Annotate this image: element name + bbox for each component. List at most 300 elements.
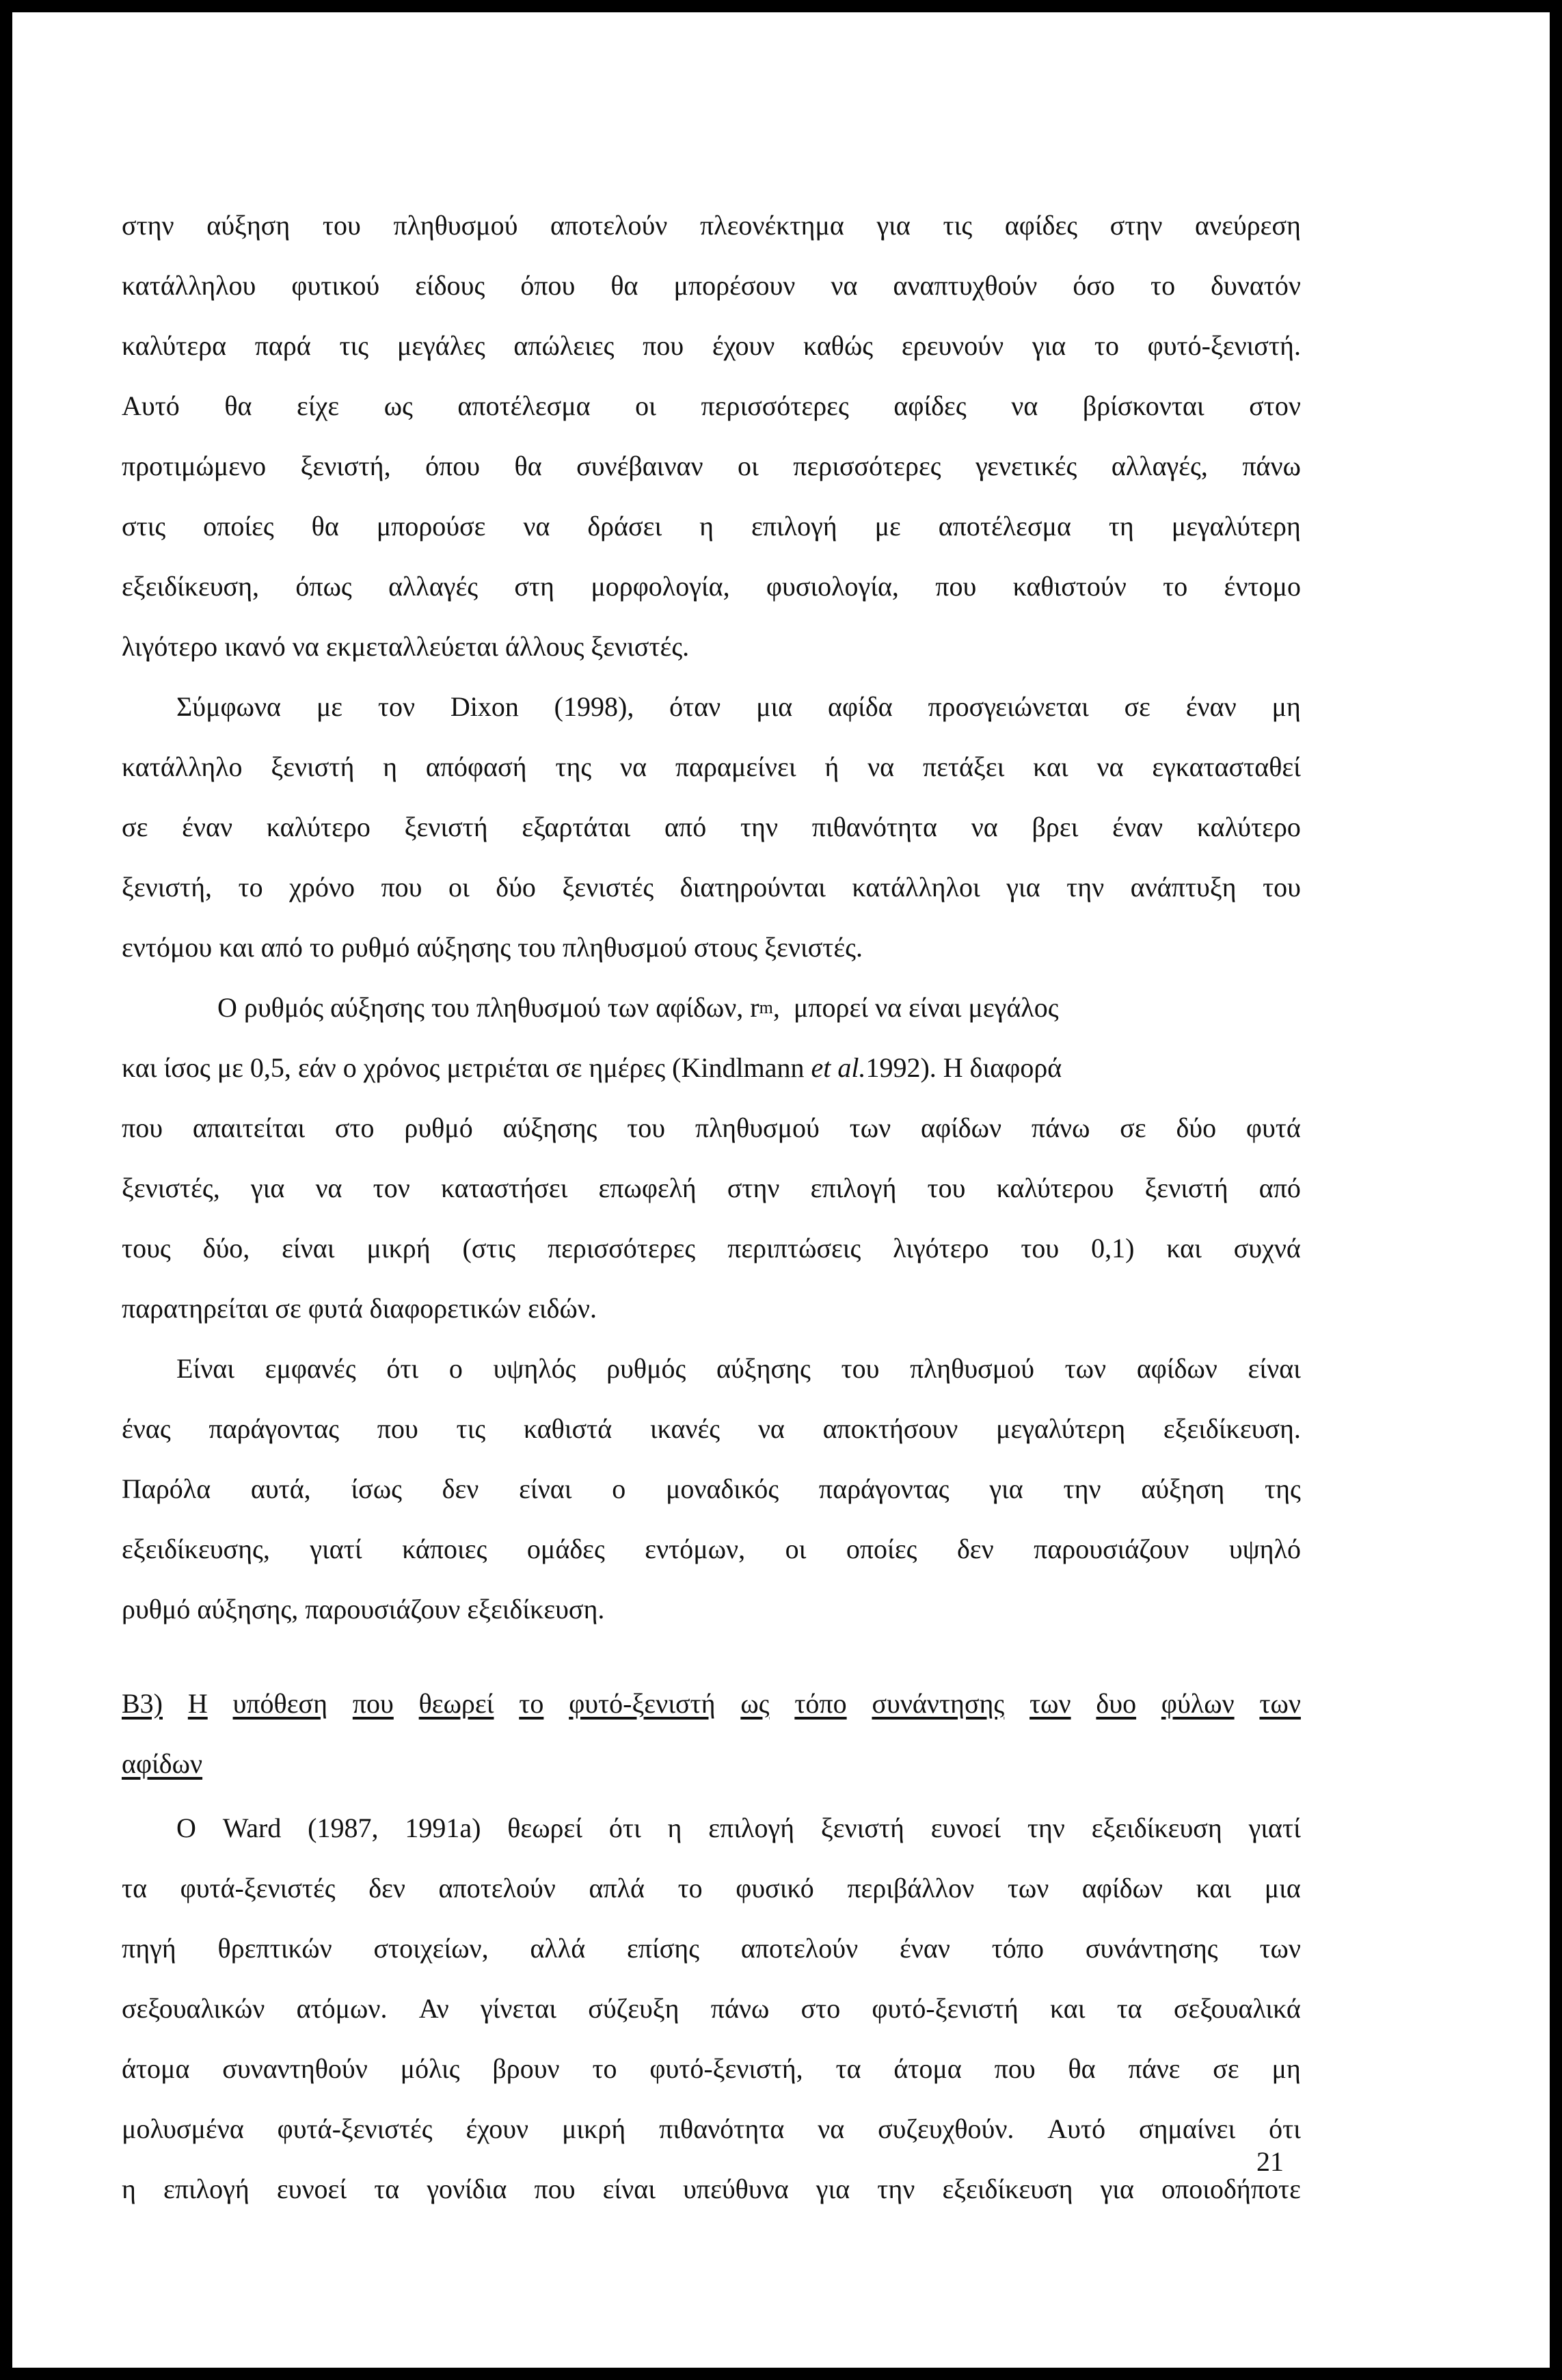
word: έχουν — [466, 2113, 529, 2144]
word: ξενιστή — [404, 812, 488, 842]
word: καλύτερα — [122, 330, 227, 361]
word: για — [250, 1173, 285, 1203]
word: ανεύρεση — [1195, 210, 1301, 241]
word: την — [740, 812, 779, 842]
word: να — [971, 812, 998, 842]
word: τα — [835, 2053, 861, 2084]
word: καλύτερο — [266, 812, 371, 842]
word: με — [316, 691, 343, 722]
word: και — [1049, 1993, 1086, 2024]
word: έναν — [899, 1933, 950, 1964]
text-line — [122, 978, 1301, 1038]
word: μορφολογία, — [591, 571, 730, 602]
word: γονίδια — [427, 2174, 507, 2204]
word: θα — [224, 390, 252, 421]
word: πιθανότητα — [811, 812, 937, 842]
word: B3) — [122, 1688, 163, 1719]
text-line: παρατηρείται σε φυτά διαφορετικών ειδών. — [122, 1293, 597, 1324]
word: οι — [635, 390, 656, 421]
word: ως — [383, 390, 413, 421]
word: μεγαλύτερη — [1171, 511, 1301, 541]
word: παρουσιάζουν — [1034, 1534, 1189, 1564]
word: φυτά-ξενιστές — [277, 2113, 433, 2144]
word: ρυθμός — [606, 1353, 686, 1384]
word: κατάλληλου — [122, 270, 256, 301]
word: επίσης — [626, 1933, 700, 1964]
word: αναπτυχθούν — [893, 270, 1038, 301]
word: στον — [1249, 390, 1301, 421]
text-line: λιγότερο ικανό να εκμεταλλεύεται άλλους ξενιστές. — [122, 631, 690, 662]
word: στις — [122, 511, 166, 541]
word: γενετικές — [975, 451, 1077, 481]
word: περισσότερες — [701, 390, 849, 421]
word: δύο — [1176, 1112, 1217, 1143]
word: από — [1258, 1173, 1301, 1203]
word: απλά — [589, 1873, 645, 1903]
word: αύξηση — [1141, 1473, 1225, 1504]
word: για — [816, 2174, 850, 2204]
word: ρυθμό — [404, 1112, 473, 1143]
word: θεωρεί — [418, 1688, 494, 1719]
word: συνάντησης — [1085, 1933, 1218, 1964]
word: (στις — [462, 1233, 516, 1263]
word: τους — [122, 1233, 171, 1263]
word: τις — [456, 1413, 486, 1444]
word: καλύτερο — [1196, 812, 1301, 842]
text-line — [122, 857, 1301, 918]
word: όταν — [669, 691, 721, 722]
word: ξενιστή — [1144, 1173, 1228, 1203]
word: το — [592, 2053, 617, 2084]
word: επωφελή — [598, 1173, 697, 1203]
word: ατόμων. — [296, 1993, 388, 2024]
word: τις — [339, 330, 369, 361]
word: μικρή — [366, 1233, 431, 1263]
word: την — [1027, 1813, 1065, 1843]
word: σε — [1120, 1112, 1146, 1143]
word: μικρή — [561, 2113, 626, 2144]
word: της — [555, 751, 592, 782]
text-line — [122, 1399, 1301, 1459]
word: που — [381, 872, 422, 902]
word: Σύμφωνα — [176, 691, 281, 722]
word: και — [1196, 1873, 1232, 1903]
text-line — [122, 2159, 1301, 2219]
word: οι — [738, 451, 759, 481]
word: συνάντησης — [872, 1688, 1005, 1719]
word: ξενιστή, — [300, 451, 391, 481]
word: πετάξει — [922, 751, 1005, 782]
word: αφίδες — [1004, 210, 1078, 241]
word: παράγοντας — [818, 1473, 950, 1504]
word: την — [1063, 1473, 1101, 1504]
word: θα — [610, 270, 638, 301]
word: πληθυσμού — [910, 1353, 1034, 1384]
word: στο — [334, 1112, 375, 1143]
word: την — [1066, 872, 1105, 902]
word: περισσότερες — [547, 1233, 696, 1263]
word: πληθυσμού — [695, 1112, 820, 1143]
word: να — [831, 270, 858, 301]
word: που — [935, 571, 977, 602]
word: αφίδων — [1081, 1873, 1163, 1903]
word: συναντηθούν — [222, 2053, 368, 2084]
word: 0,1) — [1091, 1233, 1135, 1263]
word: του — [627, 1112, 666, 1143]
word: ο — [612, 1473, 626, 1504]
word: η — [383, 751, 398, 782]
text-line — [122, 737, 1301, 797]
word: σε — [1124, 691, 1150, 722]
word: Η — [187, 1688, 208, 1719]
word: του — [1263, 872, 1301, 902]
word: βρει — [1032, 812, 1079, 842]
word: κατάλληλο — [122, 751, 243, 782]
word: είχε — [297, 390, 340, 421]
word: υπόθεση — [232, 1688, 327, 1719]
word: τα — [1116, 1993, 1142, 2024]
word: έναν — [1112, 812, 1163, 842]
word: καθώς — [803, 330, 874, 361]
word: αλλαγές, — [1111, 451, 1208, 481]
word: εξαρτάται — [522, 812, 631, 842]
word: αποτέλεσμα — [938, 511, 1071, 541]
word: κατάλληλοι — [852, 872, 980, 902]
word: προσγειώνεται — [928, 691, 1089, 722]
word: φυσικό — [736, 1873, 814, 1903]
word: στη — [514, 571, 554, 602]
word: φυτό-ξενιστή, — [649, 2053, 803, 2084]
word: αποκτήσουν — [822, 1413, 958, 1444]
word: θα — [311, 511, 339, 541]
word: οι — [785, 1534, 807, 1564]
text-line — [122, 1979, 1301, 2039]
word: μια — [756, 691, 793, 722]
word: αυτά, — [250, 1473, 311, 1504]
word: αποτελούν — [740, 1933, 859, 1964]
text-line — [122, 316, 1301, 376]
page-number: 21 — [1256, 2146, 1284, 2177]
word: είδους — [415, 270, 485, 301]
word: μολυσμένα — [122, 2113, 244, 2144]
word: δύο — [496, 872, 536, 902]
text-line — [122, 436, 1301, 496]
word: πάνω — [1031, 1112, 1090, 1143]
word: Είναι — [176, 1353, 234, 1384]
word: παράγοντας — [208, 1413, 340, 1444]
word: ή — [824, 751, 839, 782]
word: να — [620, 751, 647, 782]
word: στο — [800, 1993, 841, 2024]
word: από — [664, 812, 707, 842]
word: σύζευξη — [588, 1993, 679, 2024]
word: περισσότερες — [793, 451, 941, 481]
word: έναν — [182, 812, 233, 842]
word: άτομα — [122, 2053, 190, 2084]
word: συνέβαιναν — [576, 451, 703, 481]
word: το — [1150, 270, 1176, 301]
word: αφίδων — [1136, 1353, 1217, 1384]
word: δεν — [956, 1534, 994, 1564]
word: τις — [943, 210, 973, 241]
word: για — [876, 210, 911, 241]
word: διατηρούνται — [679, 872, 826, 902]
word: να — [1096, 751, 1124, 782]
word: υψηλό — [1228, 1534, 1301, 1564]
text-line — [122, 797, 1301, 857]
word: Αυτό — [1047, 2113, 1106, 2144]
word: το — [238, 872, 263, 902]
word: μπορέσουν — [673, 270, 796, 301]
word: μη — [1271, 2053, 1301, 2084]
word: παραμείνει — [675, 751, 796, 782]
word: εξειδίκευση — [1091, 1813, 1222, 1843]
word: καθιστά — [523, 1413, 612, 1444]
heading-line — [122, 1674, 1301, 1734]
word: στην — [122, 210, 174, 241]
word: να — [1011, 390, 1038, 421]
word: συζευχθούν. — [878, 2113, 1014, 2144]
word: δύο, — [202, 1233, 250, 1263]
word: περιπτώσεις — [727, 1233, 861, 1263]
word: τον — [373, 1173, 410, 1203]
paragraph-1 — [122, 196, 1301, 677]
word: άτομα — [893, 2053, 962, 2084]
word: της — [1265, 1473, 1301, 1504]
word: συχνά — [1233, 1233, 1301, 1263]
word: στην — [1109, 210, 1163, 241]
word: αποτελούν — [438, 1873, 556, 1903]
word: αποτέλεσμα — [457, 390, 591, 421]
text-line — [122, 677, 1301, 737]
word: τόπο — [991, 1933, 1045, 1964]
text-line — [122, 1459, 1301, 1519]
word: φύλων — [1161, 1688, 1235, 1719]
word: μη — [1271, 691, 1301, 722]
word: περιβάλλον — [847, 1873, 975, 1903]
text-line — [122, 496, 1301, 557]
word: είναι — [1248, 1353, 1301, 1384]
word: ανάπτυξη — [1130, 872, 1237, 902]
word: γιατί — [310, 1534, 362, 1564]
word: σεξουαλικά — [1173, 1993, 1301, 2024]
word: των — [1259, 1688, 1301, 1719]
word: υψηλός — [493, 1353, 576, 1384]
word: του — [322, 210, 361, 241]
word: 1991a) — [405, 1813, 481, 1843]
word: κάποιες — [402, 1534, 487, 1564]
word: φυτά-ξενιστές — [180, 1873, 336, 1903]
word: απώλειες — [513, 330, 615, 361]
word: φυτό-ξενιστή — [872, 1993, 1019, 2024]
word: μεγαλύτερη — [996, 1413, 1126, 1444]
word: εμφανές — [265, 1353, 356, 1384]
word: στην — [727, 1173, 780, 1203]
word: βρίσκονται — [1082, 390, 1204, 421]
word: όσο — [1073, 270, 1115, 301]
word: σημαίνει — [1138, 2113, 1236, 2144]
word: ευνοεί — [930, 1813, 1001, 1843]
word: τη — [1108, 511, 1134, 541]
word: καλύτερου — [996, 1173, 1114, 1203]
word: πληθυσμού — [393, 210, 518, 241]
text-line — [122, 1918, 1301, 1979]
word: και — [1033, 751, 1068, 782]
word: οποίες — [203, 511, 274, 541]
text-line — [122, 557, 1301, 617]
word: απαιτείται — [192, 1112, 306, 1143]
word: φυτικού — [291, 270, 380, 301]
word: η — [667, 1813, 682, 1843]
word: του — [841, 1353, 880, 1384]
word: όπου — [425, 451, 481, 481]
word: πηγή — [122, 1933, 176, 1964]
word: καθιστούν — [1012, 571, 1127, 602]
word: δεν — [368, 1873, 405, 1903]
word: το — [677, 1873, 703, 1903]
word: για — [1032, 330, 1066, 361]
word: τα — [374, 2174, 400, 2204]
word: που — [122, 1112, 163, 1143]
word: αύξησης — [716, 1353, 811, 1384]
word: Dixon — [450, 691, 519, 722]
word: δράσει — [587, 511, 662, 541]
word: ερευνούν — [901, 330, 1004, 361]
word: μοναδικός — [665, 1473, 779, 1504]
text-line — [122, 1798, 1301, 1858]
word: εξειδίκευσης, — [122, 1534, 270, 1564]
word: φυτό-ξενιστή — [569, 1688, 716, 1719]
word: θα — [1068, 2053, 1096, 2084]
word: αλλαγές — [388, 571, 479, 602]
word: Αυτό — [122, 390, 180, 421]
text-line — [122, 1858, 1301, 1918]
word: ότι — [1269, 2113, 1301, 2144]
text-line — [122, 1218, 1301, 1279]
word: όπως — [295, 571, 352, 602]
word: για — [989, 1473, 1023, 1504]
word: πιθανότητα — [659, 2113, 785, 2144]
paragraph-2 — [122, 677, 1301, 978]
word: εγκατασταθεί — [1152, 751, 1301, 782]
word: ότι — [608, 1813, 641, 1843]
word: να — [523, 511, 550, 541]
word: ευνοεί — [276, 2174, 347, 2204]
word: σεξουαλικών — [122, 1993, 265, 2024]
body-text — [122, 196, 1301, 1640]
word: η — [122, 2174, 136, 2204]
word: αλλά — [530, 1933, 586, 1964]
word: το — [519, 1688, 544, 1719]
word: γιατί — [1248, 1813, 1301, 1843]
word: θρεπτικών — [217, 1933, 332, 1964]
word: το — [1094, 330, 1119, 361]
heading-line: αφίδων — [122, 1748, 203, 1779]
word: η — [699, 511, 714, 541]
word: Ο — [176, 1813, 196, 1843]
text-line: εντόμου και από το ρυθμό αύξησης του πληθυσμού στους ξενιστές. — [122, 932, 863, 963]
word: αφίδα — [828, 691, 893, 722]
word: Παρόλα — [122, 1473, 211, 1504]
word: πάνε — [1128, 2053, 1181, 2084]
word: καταστήσει — [440, 1173, 568, 1203]
word: επιλογή — [810, 1173, 897, 1203]
word: οποιοδήποτε — [1161, 2174, 1301, 2204]
word: εξειδίκευση — [942, 2174, 1073, 2204]
word: (1998), — [554, 691, 634, 722]
word: λιγότερο — [893, 1233, 989, 1263]
word: ξενιστές — [562, 872, 654, 902]
word: θα — [514, 451, 542, 481]
word: την — [877, 2174, 915, 2204]
text-line — [122, 2099, 1301, 2159]
word: οι — [448, 872, 470, 902]
word: όπου — [520, 270, 576, 301]
word: ξενιστή — [271, 751, 355, 782]
word: έντομο — [1224, 571, 1301, 602]
word: Αν — [418, 1993, 449, 2024]
word: των — [1259, 1933, 1301, 1964]
word: να — [818, 2113, 845, 2144]
word: ως — [740, 1688, 770, 1719]
word: πάνω — [710, 1993, 770, 2024]
word: μόλις — [400, 2053, 460, 2084]
word: δυο — [1096, 1688, 1137, 1719]
word: αφίδες — [893, 390, 967, 421]
text-line — [122, 256, 1301, 316]
word: επιλογή — [163, 2174, 250, 2204]
word: ότι — [386, 1353, 419, 1384]
word: και — [1166, 1233, 1202, 1263]
word: υπεύθυνα — [683, 2174, 789, 2204]
word: μεγάλες — [396, 330, 485, 361]
word: των — [1029, 1688, 1071, 1719]
word: φυσιολογία, — [766, 571, 899, 602]
word: των — [849, 1112, 891, 1143]
word: για — [1006, 872, 1040, 902]
word: σε — [122, 812, 148, 842]
word: που — [994, 2053, 1036, 2084]
word: φυτά — [1245, 1112, 1301, 1143]
word: οποίες — [846, 1534, 917, 1564]
word: φυτό-ξενιστή. — [1147, 330, 1301, 361]
word: μια — [1264, 1873, 1301, 1903]
word: ξενιστή, — [122, 872, 213, 902]
word: που — [534, 2174, 576, 2204]
italic-et-al: et al. — [811, 1052, 866, 1083]
word: ομάδες — [526, 1534, 605, 1564]
word: (1987, — [308, 1813, 379, 1843]
word: πλεονέκτημα — [699, 210, 844, 241]
word: το — [1163, 571, 1188, 602]
word: για — [1100, 2174, 1134, 2204]
word: αφίδων — [920, 1112, 1002, 1143]
word: ξενιστές, — [122, 1173, 220, 1203]
word: που — [377, 1413, 418, 1444]
word: να — [757, 1413, 785, 1444]
word: γίνεται — [480, 1993, 557, 2024]
word: του — [927, 1173, 966, 1203]
subscript-m: m — [759, 998, 773, 1017]
word: στοιχείων, — [373, 1933, 489, 1964]
text-line — [122, 1098, 1301, 1158]
word: τον — [377, 691, 416, 722]
word: εντόμων, — [645, 1534, 746, 1564]
word: βρουν — [492, 2053, 560, 2084]
word: ίσως — [351, 1473, 402, 1504]
word: ένας — [122, 1413, 171, 1444]
word: θεωρεί — [507, 1813, 583, 1843]
